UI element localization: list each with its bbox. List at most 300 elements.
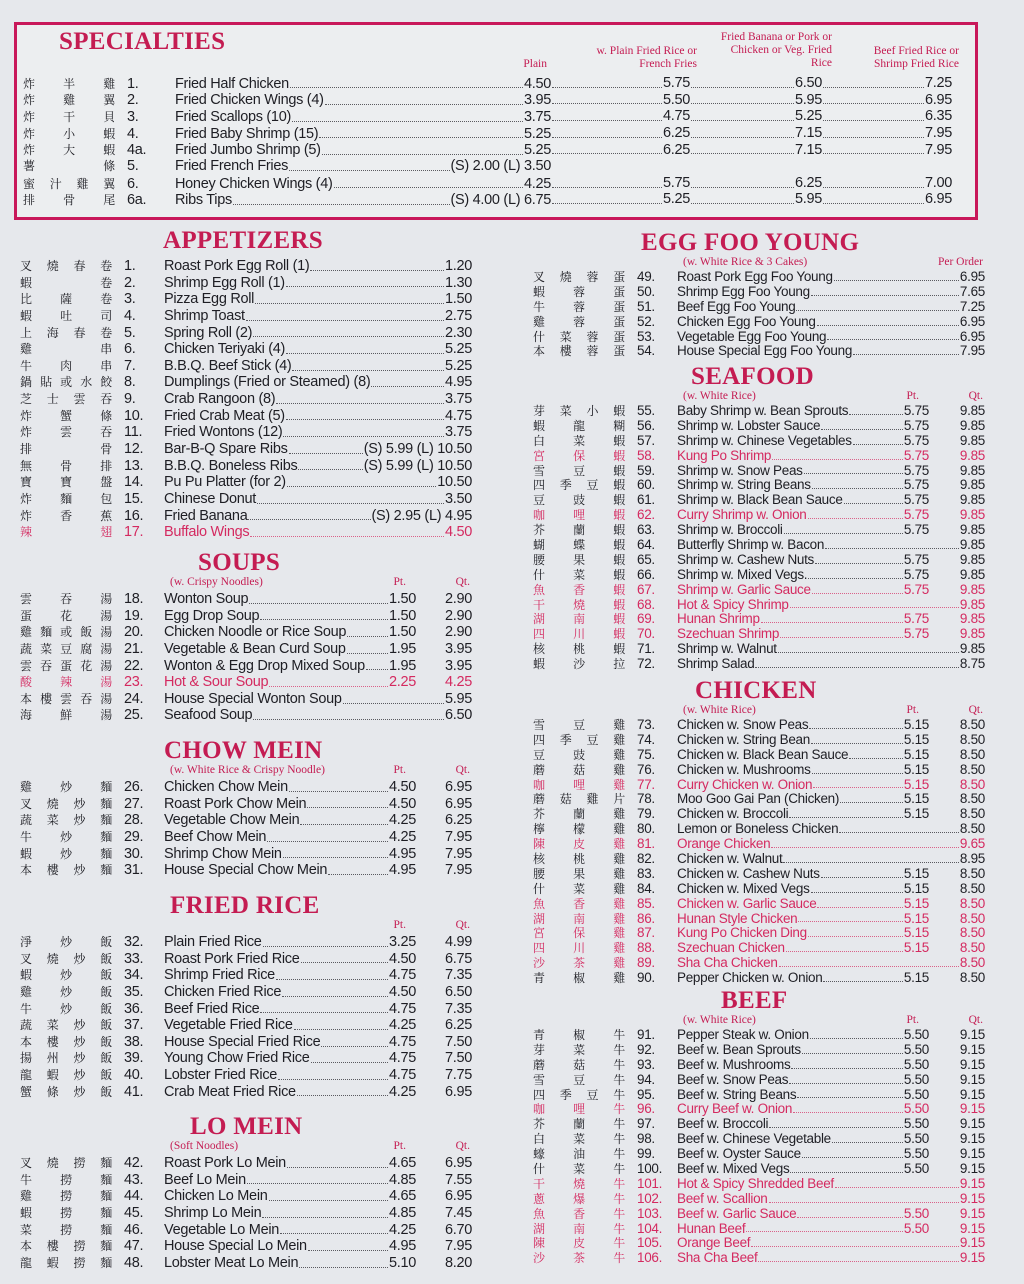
item-number: 86. (637, 911, 655, 926)
menu-item (20, 341, 472, 358)
dot-leader (366, 658, 388, 671)
section-subtitle: (w. White Rice) (683, 1014, 756, 1026)
item-name-cell (164, 441, 472, 458)
chinese-name: 蛋花湯 (20, 608, 112, 623)
item-name-cell (677, 822, 985, 837)
item-name-cell (677, 1177, 985, 1192)
dot-leader (246, 308, 444, 321)
item-number: 4. (127, 125, 139, 142)
dot-leader (287, 474, 436, 487)
qt-header: Qt. (968, 704, 983, 716)
item-name: Fried Chicken Wings (4) (175, 92, 324, 109)
item-name: Hunan Shrimp (677, 612, 760, 627)
chinese-name: 辣翅 (20, 525, 112, 540)
item-number: 64. (637, 538, 655, 553)
menu-item (20, 1238, 472, 1255)
chinese-name: 蝦吐司 (20, 308, 112, 323)
price-quart: 8.50 (959, 911, 985, 926)
chinese-name: 宮保雞 (533, 926, 625, 941)
dot-leader (817, 897, 903, 908)
item-number: 87. (637, 926, 655, 941)
menu-item (533, 330, 985, 345)
chinese-name: 陳皮雞 (533, 837, 625, 852)
item-name-cell (677, 657, 985, 672)
chow-mein-section (20, 738, 472, 879)
chinese-name: 雲吞湯 (20, 592, 112, 606)
price-pint: 5.75 (903, 523, 929, 538)
price-quart: 7.25 (959, 299, 985, 314)
price-option-3: 7.95 (924, 124, 952, 141)
price: 3.75 (444, 424, 472, 441)
item-name: Vegetable Fried Rice (164, 1017, 293, 1034)
dot-leader (343, 691, 444, 704)
dot-leader (297, 1084, 388, 1097)
menu-item (20, 967, 472, 984)
dot-leader (772, 449, 903, 460)
dot-leader (813, 778, 903, 789)
item-name: Chicken w. Mixed Vegs (677, 881, 810, 896)
price-pint: 4.25 (388, 1017, 416, 1034)
chinese-name: 比薩卷 (20, 292, 112, 307)
column-header: w. Plain Fried Rice or French Fries (596, 45, 697, 70)
menu-item (20, 1017, 472, 1034)
price-pint: 5.15 (903, 762, 929, 777)
price-quart: 8.20 (444, 1254, 472, 1271)
price-option-1: 4.75 (662, 108, 690, 125)
item-name: Vegetable Chow Mein (164, 812, 300, 829)
item-number: 14. (124, 474, 144, 491)
dot-leader (269, 674, 388, 687)
price-quart: 6.50 (444, 983, 472, 1000)
menu-item (20, 1172, 472, 1189)
menu-item (533, 627, 985, 642)
menu-item (533, 971, 985, 986)
dot-leader (233, 192, 450, 205)
price-pint: 4.75 (388, 1000, 416, 1017)
item-name: Chicken Egg Foo Young (677, 314, 816, 329)
item-name: Baby Shrimp w. Bean Sprouts (677, 404, 849, 418)
item-name-cell (677, 538, 985, 553)
item-name: Curry Shrimp w. Onion (677, 508, 807, 523)
dot-leader (552, 125, 662, 138)
item-name-cell (164, 1034, 416, 1051)
dot-leader (298, 458, 362, 471)
price: 4.50 (444, 524, 472, 541)
price-cell (690, 175, 822, 192)
chinese-name: 蝴蝶蝦 (533, 538, 625, 553)
price: 5.25 (444, 341, 472, 358)
item-name-cell (175, 76, 551, 92)
chinese-name: 核桃雞 (533, 852, 625, 867)
dot-leader (347, 641, 388, 654)
item-number: 65. (637, 552, 655, 567)
dot-leader (823, 142, 924, 155)
item-number: 83. (637, 866, 655, 881)
price-cell (822, 175, 952, 192)
menu-item (20, 812, 472, 829)
chinese-name: 牛炒麵 (20, 829, 112, 844)
price-pint: 5.50 (903, 1117, 929, 1132)
price-pint: 5.50 (903, 1057, 929, 1072)
item-number: 6. (124, 341, 136, 358)
chinese-name: 蔬菜豆腐湯 (20, 641, 112, 656)
item-name-cell (677, 285, 985, 300)
item-number: 60. (637, 478, 655, 493)
dot-leader (778, 642, 959, 653)
dot-leader (755, 657, 958, 668)
chinese-name: 排骨 (20, 442, 112, 457)
item-name: Fried Baby Shrimp (15) (175, 125, 319, 142)
price-cell (690, 92, 822, 109)
menu-item (23, 191, 953, 208)
menu-item (20, 691, 472, 708)
item-number: 54. (637, 344, 655, 359)
item-name-cell (164, 275, 472, 292)
price-quart: 8.50 (959, 881, 985, 896)
dot-leader (796, 300, 958, 311)
chinese-name: 炸蟹條 (20, 408, 112, 423)
item-number: 85. (637, 896, 655, 911)
seafood-section (533, 364, 985, 672)
price-cell (690, 191, 822, 208)
price-option-2: 7.15 (794, 141, 822, 158)
item-name: Shrimp Fried Rice (164, 967, 275, 984)
price-quart: 8.50 (959, 792, 985, 807)
item-number: 10. (124, 407, 144, 424)
menu-item (20, 674, 472, 691)
item-name: Beef w. Broccoli (677, 1117, 769, 1132)
price-plain: (S) 2.00 (L) 3.50 (450, 158, 551, 175)
dot-leader (808, 508, 903, 519)
item-number: 19. (124, 607, 144, 624)
dot-leader (769, 1192, 959, 1203)
item-name: Hunan Style Chicken (677, 911, 798, 926)
item-name-cell (164, 829, 416, 846)
price-option-2: 6.25 (794, 174, 822, 191)
chinese-name: 什菜蝦 (533, 567, 625, 582)
item-name: Shrimp Egg Foo Young (677, 284, 810, 299)
menu-item (533, 1236, 985, 1251)
item-name: Honey Chicken Wings (4) (175, 175, 333, 192)
egg-foo-young-section (533, 230, 985, 359)
item-name: Seafood Soup (164, 707, 253, 724)
item-name-cell (677, 1207, 929, 1222)
price-quart: 9.15 (959, 1206, 985, 1221)
section-subtitle: (w. Crispy Noodles) (170, 576, 263, 588)
dot-leader (292, 109, 523, 122)
menu-item (533, 912, 985, 927)
chinese-name: 酸辣湯 (20, 675, 112, 690)
chinese-name: 宮保蝦 (533, 448, 625, 463)
pt-header: Pt. (393, 919, 406, 931)
dot-leader (821, 419, 903, 430)
menu-item (20, 508, 472, 525)
item-name-cell (677, 763, 929, 778)
item-name-cell (164, 1001, 416, 1018)
item-number: 22. (124, 657, 144, 674)
menu-item (20, 641, 472, 658)
chinese-name: 蝦炒麵 (20, 846, 112, 861)
price-quart: 9.85 (959, 612, 985, 627)
menu-item (533, 807, 985, 822)
item-number: 5. (124, 324, 136, 341)
item-name-cell (677, 583, 929, 598)
item-number: 66. (637, 567, 655, 582)
item-name-cell (164, 308, 472, 325)
item-name: Beef Lo Mein (164, 1171, 246, 1188)
item-name: Shrimp Toast (164, 307, 245, 324)
price-quart: 8.50 (959, 926, 985, 941)
price-quart: 9.85 (959, 538, 985, 553)
menu-item (20, 707, 472, 724)
price-pint: 4.95 (388, 862, 416, 879)
price-quart: 9.85 (959, 642, 985, 657)
item-name-cell (164, 967, 416, 984)
price-pint: 1.50 (388, 624, 416, 641)
item-name-cell (175, 142, 551, 158)
item-name-cell (164, 862, 416, 879)
section-subtitle: (w. White Rice) (683, 704, 756, 716)
chinese-name: 蟹條炒飯 (20, 1084, 112, 1099)
price-pint: 5.75 (903, 627, 929, 642)
price-quart: 8.50 (959, 866, 985, 881)
item-number: 102. (637, 1191, 663, 1206)
item-name-cell (164, 1205, 416, 1222)
menu-item (533, 300, 985, 315)
chinese-name: 雪豆牛 (533, 1072, 625, 1087)
dot-leader (283, 424, 444, 437)
chinese-name: 蝦撈麵 (20, 1205, 112, 1220)
item-name-cell (164, 934, 416, 951)
price-pint: 5.75 (903, 567, 929, 582)
item-name: House Special Chow Mein (164, 862, 328, 879)
item-number: 7. (124, 357, 136, 374)
item-name-cell (164, 1155, 416, 1172)
item-number: 34. (124, 967, 144, 984)
price-quart: 3.95 (444, 657, 472, 674)
item-name-cell (677, 852, 985, 867)
price-pint: 5.50 (903, 1132, 929, 1147)
item-number: 47. (124, 1238, 144, 1255)
chinese-name: 白菜牛 (533, 1132, 625, 1147)
chinese-name: 蝦蓉蛋 (533, 284, 625, 299)
item-name-cell (677, 553, 929, 568)
chinese-name: 雞炒飯 (20, 984, 112, 999)
item-name-cell (677, 1073, 929, 1088)
item-name: Beef Fried Rice (164, 1000, 260, 1017)
item-name-cell (677, 778, 929, 793)
chinese-name: 牛肉串 (20, 358, 112, 373)
menu-item (533, 718, 985, 733)
item-name-cell (677, 941, 929, 956)
dot-leader (250, 524, 444, 537)
item-number: 98. (637, 1132, 655, 1147)
item-number: 2. (127, 92, 139, 109)
price-quart: 7.35 (444, 1000, 472, 1017)
menu-item (533, 1058, 985, 1073)
item-name: Sha Cha Chicken (677, 956, 778, 971)
item-number: 58. (637, 448, 655, 463)
menu-item (23, 108, 953, 125)
item-name: Pepper Steak w. Onion (677, 1028, 809, 1042)
item-number: 94. (637, 1072, 655, 1087)
price-pint: 5.75 (903, 418, 929, 433)
item-name: Beef w. Snow Peas (677, 1072, 789, 1087)
price-pint: 4.75 (388, 1033, 416, 1050)
price-quart: 7.95 (444, 1238, 472, 1255)
price-quart: 7.95 (444, 862, 472, 879)
section-title: APPETIZERS (163, 227, 323, 254)
item-number: 67. (637, 582, 655, 597)
dot-leader (552, 191, 662, 204)
item-number: 11. (124, 424, 143, 441)
item-number: 103. (637, 1206, 663, 1221)
price-quart: 5.95 (444, 690, 472, 707)
chinese-name: 雪豆雞 (533, 718, 625, 732)
price-quart: 3.95 (444, 640, 472, 657)
item-number: 93. (637, 1057, 655, 1072)
section-subtitle: (w. White Rice & Crispy Noodle) (170, 764, 325, 776)
item-name-cell (677, 493, 929, 508)
chinese-name: 咖哩牛 (533, 1102, 625, 1117)
price: (S) 5.99 (L) 10.50 (363, 457, 472, 474)
item-name: Shrimp Salad (677, 657, 755, 672)
price-quart: 9.65 (959, 837, 985, 852)
menu-item (23, 92, 953, 109)
item-number: 41. (124, 1083, 144, 1100)
item-name: Roast Pork Lo Mein (164, 1155, 286, 1171)
chinese-name: 芥蘭雞 (533, 807, 625, 822)
price-quart: 7.50 (444, 1050, 472, 1067)
dot-leader (263, 934, 388, 947)
price-quart: 6.75 (444, 950, 472, 967)
price-pint: 4.50 (388, 779, 416, 795)
menu-item (20, 1155, 472, 1172)
item-name-cell (677, 315, 985, 330)
price-option-2: 5.25 (794, 108, 822, 125)
chinese-name: 蘑菇牛 (533, 1057, 625, 1072)
item-name: Fried Crab Meat (5) (164, 407, 285, 424)
item-name: Spring Roll (2) (164, 324, 253, 341)
dot-leader (834, 270, 959, 281)
menu-item (533, 612, 985, 627)
chinese-name: 蔥爆牛 (533, 1191, 625, 1206)
dot-leader (783, 852, 958, 863)
price-quart: 9.15 (959, 1147, 985, 1162)
qt-header: Qt. (968, 390, 983, 402)
price-plain: 4.50 (523, 75, 551, 92)
chinese-name: 沙茶雞 (533, 956, 625, 971)
price-pint: 4.75 (388, 1067, 416, 1084)
item-name-cell (677, 523, 929, 538)
dot-leader (823, 125, 924, 138)
item-name: Shrimp w. Broccoli (677, 523, 783, 538)
price-cell (551, 92, 690, 109)
price-pint: 5.15 (903, 807, 929, 822)
menu-item (533, 478, 985, 493)
chinese-name: 四川雞 (533, 941, 625, 956)
menu-item (20, 308, 472, 325)
dot-leader (253, 325, 444, 338)
dot-leader (780, 627, 903, 638)
item-name: Chicken w. String Bean (677, 732, 810, 747)
item-number: 4. (124, 307, 136, 324)
dot-leader (552, 92, 662, 105)
item-name: Fried Jumbo Shrimp (5) (175, 142, 321, 159)
item-name: Kung Po Shrimp (677, 448, 772, 463)
price-pint: 5.50 (903, 1221, 929, 1236)
menu-item (533, 1132, 985, 1147)
dot-leader (289, 158, 449, 171)
item-number: 3. (124, 291, 136, 308)
item-name: Chicken Fried Rice (164, 983, 282, 1000)
menu-item (23, 125, 953, 142)
item-name: Beef w. String Beans (677, 1087, 797, 1102)
section-title: EGG FOO YOUNG (641, 229, 860, 256)
price-pint: 4.25 (388, 828, 416, 845)
price-quart: 8.95 (959, 852, 985, 867)
price-quart: 7.50 (444, 1033, 472, 1050)
item-number: 32. (124, 934, 144, 950)
item-name-cell (164, 1050, 416, 1067)
item-name: House Special Wonton Soup (164, 690, 342, 707)
item-number: 43. (124, 1171, 144, 1188)
menu-item (20, 1222, 472, 1239)
item-name-cell (164, 1238, 416, 1255)
item-number: 56. (637, 418, 655, 433)
item-name-cell (164, 591, 416, 608)
price-cell (551, 125, 690, 142)
menu-item (20, 524, 472, 541)
item-name-cell (677, 1162, 929, 1177)
chinese-name: 魚香蝦 (533, 582, 625, 597)
item-name-cell (164, 1222, 416, 1239)
item-name-cell (677, 404, 929, 419)
item-name-cell (164, 391, 472, 408)
item-name: Lemon or Boneless Chicken (677, 822, 839, 837)
price-option-2: 7.15 (794, 124, 822, 141)
section-title: SEAFOOD (691, 363, 814, 390)
item-name-cell (677, 1147, 929, 1162)
dot-leader (328, 862, 388, 875)
qt-header: Qt. (968, 1014, 983, 1026)
item-number: 99. (637, 1147, 655, 1162)
price-pint: 4.25 (388, 1083, 416, 1100)
menu-item (533, 1251, 985, 1266)
item-name-cell (164, 341, 472, 358)
item-name: Pepper Chicken w. Onion (677, 971, 823, 986)
price-pint: 5.15 (903, 732, 929, 747)
price: 10.50 (437, 474, 472, 491)
item-name: Roast Pork Fried Rice (164, 950, 300, 967)
item-number: 97. (637, 1117, 655, 1132)
price-pint: 5.75 (903, 552, 929, 567)
menu-item (533, 941, 985, 956)
item-name: Fried Banana (164, 507, 248, 524)
chinese-name: 菜撈麵 (20, 1222, 112, 1237)
item-name-cell (677, 1088, 929, 1103)
item-name-cell (175, 92, 551, 108)
menu-item (20, 408, 472, 425)
item-name: Curry Beef w. Onion (677, 1102, 793, 1117)
dot-leader (253, 707, 444, 720)
menu-item (533, 1147, 985, 1162)
chinese-name: 雲吞蛋花湯 (20, 658, 112, 673)
dot-leader (300, 812, 388, 825)
chinese-name: 芥蘭蝦 (533, 523, 625, 538)
menu-item (533, 748, 985, 763)
price-quart: 9.15 (959, 1117, 985, 1132)
